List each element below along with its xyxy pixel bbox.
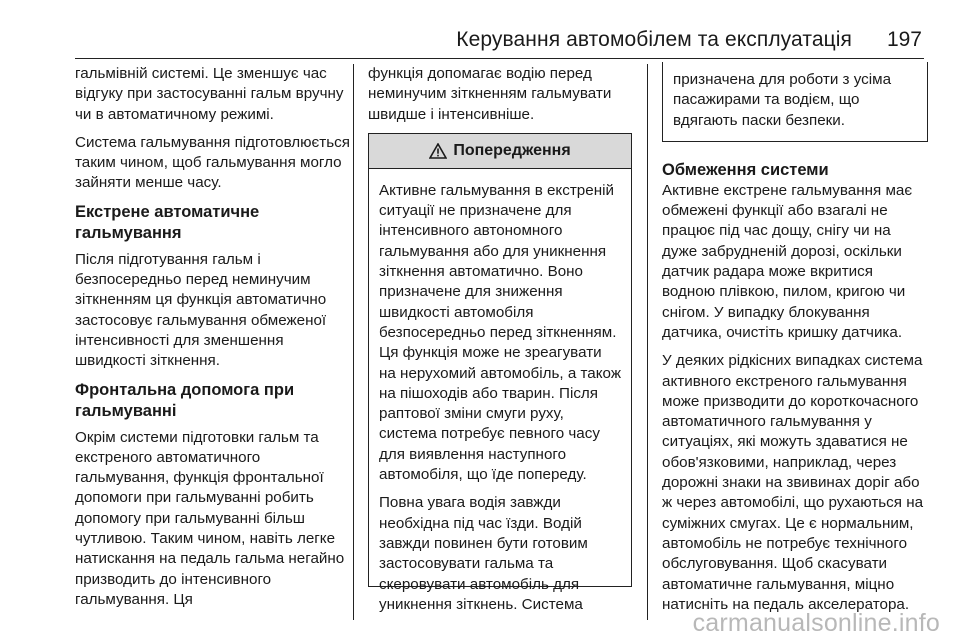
column-middle [368, 64, 634, 613]
section-heading-emergency-braking: Екстрене автоматичне гальмування [75, 202, 260, 242]
column-divider-1 [353, 64, 354, 620]
paragraph: Окрім системи підготовки гальм та екстреного автоматичного гальмування, функція фронтальної допомоги при гальмуванні робить допомогу при гальмуванні більш чутливою. Таким чином, навіть легке натискання на педаль гальма негайно призводить до інтенсивного гальмування. Ця [75, 428, 345, 608]
watermark: carmanualsonline.info [692, 609, 940, 637]
paragraph: Активне екстрене гальмування має обмежені функції або взагалі не працює під час дощу, снігу чи на дуже забрудненій дорозі, оскільки датчик радара може вкритися водною плівкою, пилом, кригою чи снігом. У випадку блокування датчика, очистіть кришку датчика. [662, 181, 913, 341]
paragraph: Система гальмування підготовлюється таким чином, щоб гальмування могло зайняти менше часу. [75, 133, 350, 192]
warning-box [368, 133, 632, 613]
paragraph: функція допомагає водію перед неминучим зіткненням гальмувати швидше і інтенсивніше. [368, 65, 612, 123]
column-right [662, 64, 926, 623]
warning-title: Попередження [453, 141, 571, 159]
section-heading-system-limitations: Обмеження системи [662, 160, 829, 179]
warning-box-continued: призначена для роботи з усіма пасажирами та водієм, що вдягають паски безпеки. [662, 62, 928, 142]
paragraph: У деяких рідкісних випадках система активного екстреного гальмування може призводити до короткочасного автоматичного гальмування у ситуаціях, які можуть здаватися не обов'язковими, наприклад, через дорожні знаки на звивинах доріг або ж через автомобілі, що рухаються на суміжних смугах. Це є нормальним, автомобіль не потребує технічного обслуговування. Щоб скасувати автоматичне гальмування, міцно натисніть на педаль акселератора. [662, 352, 924, 613]
warning-triangle-icon [429, 143, 447, 159]
paragraph: Після підготування гальм і безпосередньо перед неминучим зіткненням ця функція автоматично застосовує гальмування обмеженої інтенсивності для зменшення швидкості зіткнення. [75, 250, 327, 370]
warning-body [369, 169, 631, 615]
page-title: Керування автомобілем та експлуатація [456, 28, 852, 51]
page-number: 197 [886, 28, 922, 51]
paragraph: гальмівній системі. Це зменшує час відгуку при застосуванні гальм вручну чи в автоматичному режимі. [75, 65, 344, 123]
warning-paragraph: Активне гальмування в екстреній ситуації не призначене для інтенсивного автономного гальмування або для уникнення зіткнення автоматично. Воно призначене для зниження швидкості автомобіля безпосередньо перед зіткненням. Ця функція може не зреагувати на нерухомий автомобіль, а також на пішоходів або тварин. Після раптової зміни смуги руху, система потребує певного часу для виявлення наступного автомобіля, що їде попереду. [379, 181, 621, 484]
section-heading-front-brake-assist: Фронтальна допомога при гальмуванні [75, 380, 295, 420]
warning-header [369, 134, 631, 169]
page-header [0, 0, 960, 56]
header-divider [75, 58, 924, 59]
column-divider-2 [647, 64, 648, 620]
warning-paragraph: Повна увага водія завжди необхідна під час їзди. Водій завжди повинен бути готовим застосовувати гальма та скеровувати автомобіль для уникнення зіткнень. Система [379, 494, 588, 613]
column-left [75, 64, 351, 618]
